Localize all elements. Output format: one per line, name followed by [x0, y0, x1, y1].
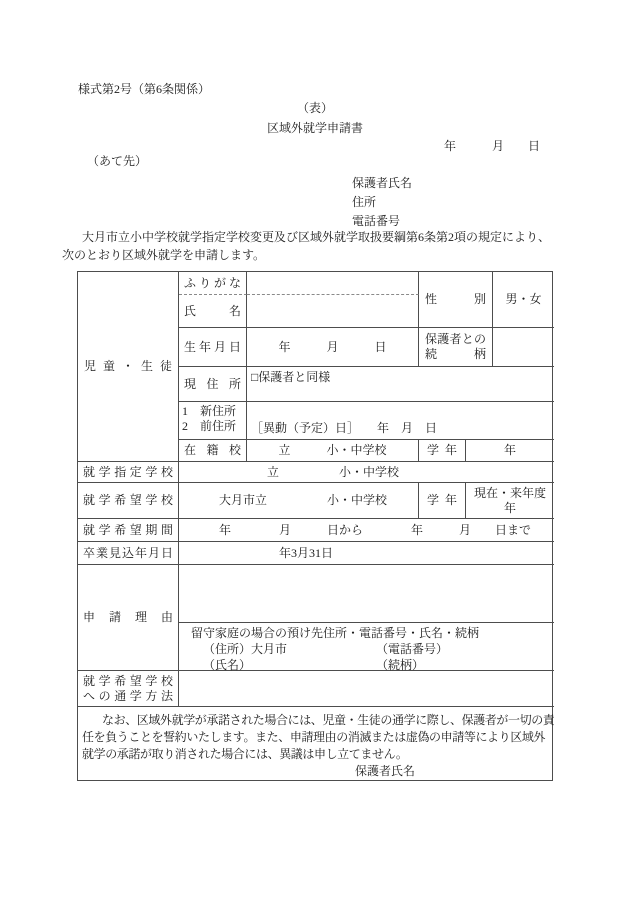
birthdate-label: 生年月日 — [184, 339, 241, 354]
reason-note-cell — [179, 623, 554, 671]
reason-note-address-line — [191, 641, 554, 657]
enrolled-school-label-cell — [179, 440, 247, 462]
addressee-label: （あて先） — [87, 154, 148, 168]
designated-school-label: 就学指定学校 — [83, 464, 173, 479]
notice-line1: なお、区域外就学が承諾された場合には、児童・生徒の通学に際し、保護者が一切の責 — [102, 713, 555, 727]
reason-note-title: 留守家庭の場合の預け先住所・電話番号・氏名・続柄 — [191, 626, 480, 640]
graduation-value-cell — [179, 542, 554, 565]
move-option-previous-address: 2 前住所 — [182, 419, 237, 433]
relation-label-line2: 続柄 — [425, 347, 486, 361]
enrolled-school-label: 在籍校 — [184, 443, 241, 457]
commute-label-cell — [78, 671, 179, 707]
student-section-label: 児童・生徒 — [84, 359, 172, 373]
commute-label-line1: 就学希望学校 — [83, 673, 173, 688]
notice-line2: 任を負うことを誓約いたします。また、申請理由の消滅または虚偽の申請等により区域外 — [82, 730, 546, 744]
designated-school-value: 立 小・中学校 — [183, 464, 400, 479]
enrolled-grade-label: 学年 — [427, 443, 457, 457]
move-option-new-address: 1 新住所 — [182, 404, 237, 418]
reason-note-name-label: （氏名） — [203, 658, 252, 672]
graduation-label-cell — [78, 542, 179, 565]
reason-label-cell — [78, 565, 179, 671]
page-title: 区域外就学申請書 — [266, 121, 363, 135]
period-label-cell — [78, 519, 179, 542]
furigana-label-cell — [179, 272, 247, 295]
gender-label-cell — [419, 272, 493, 328]
current-address-value-cell — [247, 367, 554, 402]
reason-input-area — [179, 565, 554, 623]
desired-grade-value-cell — [466, 483, 554, 519]
move-options-cell — [179, 402, 247, 440]
page-side-label: （表） — [296, 101, 333, 115]
move-date-cell — [247, 402, 554, 440]
reason-note-relation-label: （続柄） — [376, 658, 425, 672]
relation-label-line1: 保護者との — [425, 332, 486, 346]
same-as-guardian-checkbox-label: □保護者と同様 — [251, 370, 331, 384]
designated-school-value-cell — [179, 462, 554, 483]
notice-signature-label: 保護者氏名 — [355, 764, 416, 778]
desired-grade-label: 学年 — [427, 493, 457, 507]
application-table — [77, 271, 553, 781]
intro-line-2: 次のとおり区域外就学を申請します。 — [62, 248, 266, 262]
designated-school-label-cell — [78, 462, 179, 483]
birthdate-value: 年 月 日 — [278, 339, 387, 354]
name-label: 氏名 — [184, 303, 241, 318]
commute-label-line2: への通学方法 — [83, 688, 173, 703]
date-line: 年 月 日 — [444, 139, 541, 153]
birthdate-value-cell — [247, 328, 419, 367]
enrolled-grade-label-cell — [419, 440, 466, 462]
address-label: 住所 — [352, 195, 377, 209]
graduation-value: 年3月31日 — [183, 545, 334, 560]
enrolled-grade-value-cell — [466, 440, 554, 462]
relation-label-cell — [419, 328, 493, 367]
name-input-area — [247, 295, 419, 328]
period-label: 就学希望期間 — [83, 522, 173, 537]
name-label-cell — [179, 295, 247, 328]
furigana-label: ふりがな — [184, 275, 241, 290]
notice-line3: 就学の承諾が取り消された場合には、異議は申し立てません。 — [82, 747, 408, 761]
enrolled-school-value-cell — [247, 440, 419, 462]
phone-label: 電話番号 — [352, 214, 401, 228]
reason-note-phone-label: （電話番号） — [376, 642, 449, 656]
enrolled-school-value: 立 小・中学校 — [278, 443, 387, 457]
gender-label: 性別 — [425, 292, 486, 306]
intro-line-1: 大月市立小中学校就学指定学校変更及び区域外就学取扱要綱第6条第2項の規定により、 — [82, 230, 551, 244]
current-address-label: 現住所 — [184, 376, 241, 391]
desired-grade-label-cell — [419, 483, 466, 519]
enrolled-grade-value: 年 — [503, 443, 516, 457]
graduation-label: 卒業見込年月日 — [83, 545, 173, 560]
desired-school-value-cell — [179, 483, 419, 519]
period-value: 年 月 日から 年 月 日まで — [183, 522, 532, 537]
current-address-label-cell — [179, 367, 247, 402]
move-date-line: ［異動（予定）日］ 年 月 日 — [251, 421, 438, 435]
form-number: 様式第2号（第6条関係） — [78, 82, 211, 96]
desired-grade-value-line2: 年 — [503, 500, 516, 515]
furigana-input-area — [247, 272, 419, 295]
period-value-cell — [179, 519, 554, 542]
birthdate-label-cell — [179, 328, 247, 367]
gender-value: 男・女 — [505, 292, 542, 306]
desired-school-label: 就学希望学校 — [83, 493, 173, 507]
notice-cell — [78, 707, 554, 782]
commute-input-area — [179, 671, 554, 707]
reason-label: 申請理由 — [83, 610, 173, 624]
gender-value-cell — [493, 272, 554, 328]
student-section-cell — [78, 272, 179, 462]
desired-school-value: 大月市立 小・中学校 — [183, 493, 388, 507]
guardian-name-label: 保護者氏名 — [352, 176, 413, 190]
relation-value-cell — [493, 328, 554, 367]
reason-note-address-label: （住所）大月市 — [203, 642, 288, 656]
desired-school-label-cell — [78, 483, 179, 519]
desired-grade-value-line1: 現在・来年度 — [473, 485, 546, 500]
